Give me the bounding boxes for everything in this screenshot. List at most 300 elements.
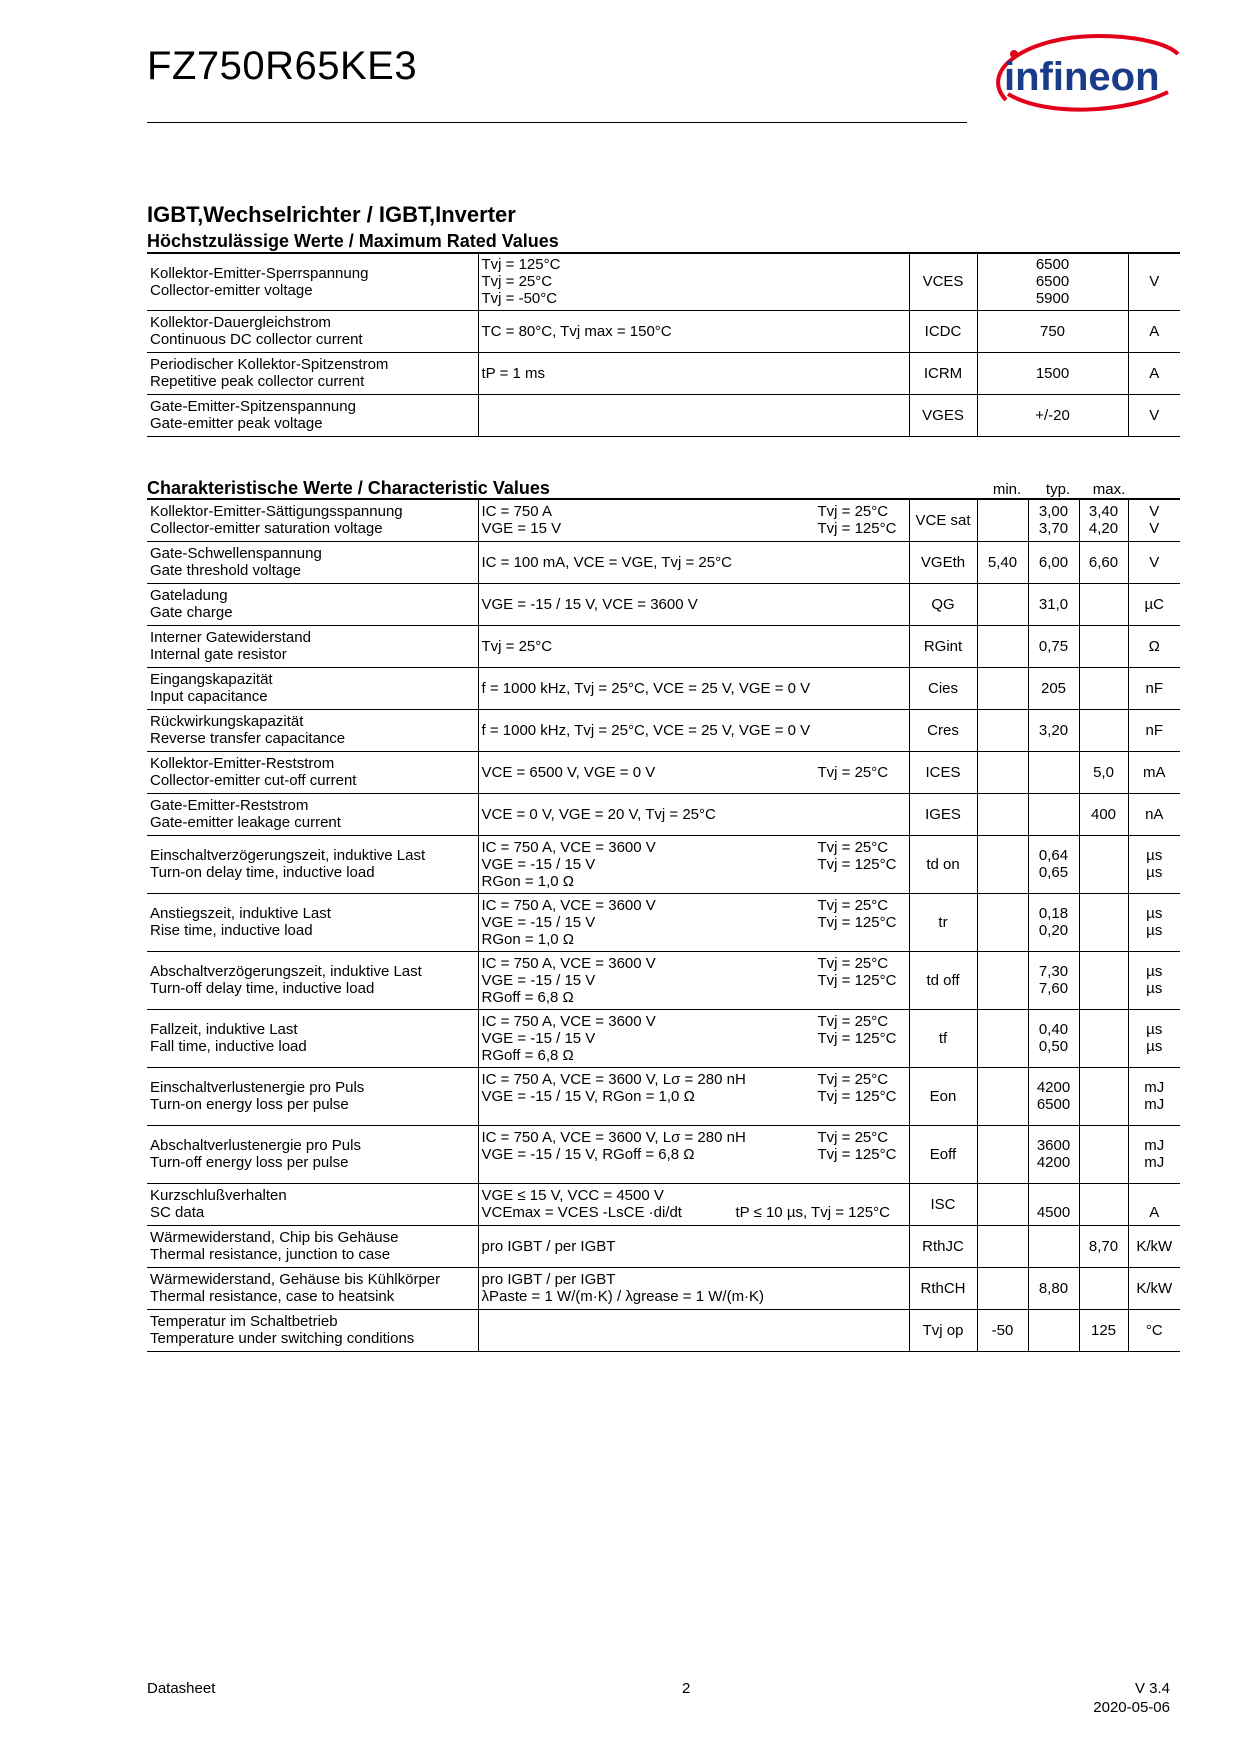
condition-line bbox=[482, 596, 906, 613]
typ-text: 4200 bbox=[1036, 1079, 1071, 1096]
condition-line bbox=[482, 856, 906, 873]
parameter-en: Collector-emitter cut-off current bbox=[150, 772, 357, 789]
unit-text: V bbox=[1149, 273, 1160, 291]
unit-cell bbox=[1128, 352, 1180, 394]
symbol-text: Cies bbox=[927, 679, 958, 697]
symbol-cell bbox=[909, 1009, 977, 1067]
condition-line bbox=[482, 914, 906, 931]
condition-cell bbox=[478, 583, 909, 625]
max-text bbox=[1083, 596, 1125, 613]
condition-text: VGE = -15 / 15 V, RGon = 1,0 Ω bbox=[481, 1087, 695, 1105]
parameter-cell bbox=[147, 1183, 478, 1225]
condition-temp: Tvj = 25°C bbox=[817, 1128, 889, 1146]
typ-cell bbox=[1028, 625, 1079, 667]
unit-text: nF bbox=[1145, 721, 1163, 739]
symbol-text: IGES bbox=[925, 805, 961, 823]
min-cell bbox=[977, 793, 1028, 835]
unit-text: A bbox=[1149, 322, 1160, 340]
max-text bbox=[1083, 1088, 1125, 1105]
characteristic-row bbox=[147, 709, 1180, 751]
unit-text bbox=[1132, 1187, 1178, 1204]
typ-text: 0,75 bbox=[1038, 637, 1069, 655]
condition-line bbox=[482, 1088, 906, 1105]
unit-cell bbox=[1128, 541, 1180, 583]
condition-text: VGE = 15 V bbox=[481, 520, 562, 538]
condition-text: IC = 750 A bbox=[481, 503, 552, 521]
max-cell bbox=[1079, 499, 1128, 541]
max-text: 125 bbox=[1090, 1321, 1117, 1339]
parameter-en: Thermal resistance, junction to case bbox=[150, 1246, 391, 1263]
parameter-de: Interner Gatewiderstand bbox=[150, 629, 311, 646]
symbol-text: RthJC bbox=[922, 1237, 964, 1255]
min-cell bbox=[977, 951, 1028, 1009]
max-text bbox=[1083, 1196, 1125, 1213]
symbol-cell bbox=[909, 893, 977, 951]
typ-text: 31,0 bbox=[1038, 595, 1069, 613]
condition-line bbox=[482, 1238, 906, 1255]
symbol-cell bbox=[909, 625, 977, 667]
parameter-en: Fall time, inductive load bbox=[150, 1038, 307, 1055]
unit-text: µs bbox=[1146, 1021, 1163, 1038]
logo-text: infineon bbox=[1004, 55, 1160, 99]
parameter-cell bbox=[147, 352, 478, 394]
symbol-text: td on bbox=[926, 855, 960, 873]
condition-temp: Tvj = 25°C bbox=[817, 896, 889, 914]
unit-cell bbox=[1128, 499, 1180, 541]
min-text bbox=[1000, 972, 1004, 989]
symbol-cell bbox=[909, 1067, 977, 1125]
condition-cell bbox=[478, 1225, 909, 1267]
symbol-text: RthCH bbox=[920, 1279, 966, 1297]
unit-cell bbox=[1128, 709, 1180, 751]
col-typ-header: typ. bbox=[1045, 481, 1071, 498]
parameter-de: Anstiegszeit, induktive Last bbox=[150, 905, 331, 922]
unit-cell bbox=[1128, 583, 1180, 625]
condition-cell bbox=[478, 352, 909, 394]
parameter-cell bbox=[147, 1309, 478, 1351]
condition-text: TC = 80°C, Tvj max = 150°C bbox=[481, 322, 672, 340]
parameter-en: Repetitive peak collector current bbox=[150, 373, 365, 390]
condition-cell bbox=[478, 541, 909, 583]
unit-cell bbox=[1128, 253, 1180, 310]
characteristic-row bbox=[147, 583, 1180, 625]
condition-line bbox=[482, 1187, 906, 1204]
typ-text: 3,70 bbox=[1038, 520, 1069, 538]
characteristic-row bbox=[147, 835, 1180, 893]
condition-line bbox=[482, 931, 906, 948]
max-cell bbox=[1079, 951, 1128, 1009]
parameter-en: Input capacitance bbox=[150, 688, 268, 705]
characteristic-row bbox=[147, 893, 1180, 951]
max-text: 5,0 bbox=[1093, 763, 1114, 781]
infineon-logo bbox=[988, 30, 1184, 112]
symbol-text: Tvj op bbox=[922, 1321, 964, 1339]
max-cell bbox=[1079, 541, 1128, 583]
min-text bbox=[1000, 764, 1004, 781]
max-text bbox=[1083, 1030, 1125, 1047]
typ-text: 0,20 bbox=[1038, 922, 1069, 939]
parameter-en: Internal gate resistor bbox=[150, 646, 287, 663]
unit-text: Ω bbox=[1148, 637, 1160, 655]
characteristic-row bbox=[147, 793, 1180, 835]
unit-text: K/kW bbox=[1136, 1279, 1173, 1297]
value-cell bbox=[977, 352, 1128, 394]
characteristic-row bbox=[147, 541, 1180, 583]
part-number: FZ750R65KE3 bbox=[147, 44, 418, 88]
min-cell bbox=[977, 1225, 1028, 1267]
condition-temp bbox=[818, 1047, 906, 1064]
characteristic-row bbox=[147, 751, 1180, 793]
typ-text bbox=[1032, 1322, 1076, 1339]
value-text: 6500 bbox=[1035, 273, 1070, 291]
unit-cell bbox=[1128, 835, 1180, 893]
parameter-en: Collector-emitter voltage bbox=[150, 281, 313, 299]
unit-cell bbox=[1128, 1225, 1180, 1267]
unit-text: µs bbox=[1146, 980, 1163, 997]
typ-cell bbox=[1028, 1009, 1079, 1067]
condition-line bbox=[482, 897, 906, 914]
unit-cell bbox=[1128, 625, 1180, 667]
min-text: -50 bbox=[991, 1321, 1014, 1339]
typ-cell bbox=[1028, 793, 1079, 835]
value-cell bbox=[977, 394, 1128, 436]
footer-version: V 3.4 bbox=[1134, 1680, 1170, 1697]
condition-line bbox=[482, 638, 906, 655]
characteristic-row bbox=[147, 1267, 1180, 1309]
condition-line bbox=[482, 989, 906, 1006]
typ-text: 205 bbox=[1040, 679, 1067, 697]
parameter-cell bbox=[147, 951, 478, 1009]
unit-text: V bbox=[1149, 553, 1160, 571]
condition-cell bbox=[478, 310, 909, 352]
condition-cell bbox=[478, 394, 909, 436]
unit-cell bbox=[1128, 893, 1180, 951]
symbol-text: VGEth bbox=[920, 553, 966, 571]
condition-cell bbox=[478, 1009, 909, 1067]
condition-cell bbox=[478, 253, 909, 310]
col-max-header: max. bbox=[1092, 481, 1126, 498]
condition-line bbox=[482, 1146, 906, 1163]
condition-line bbox=[482, 1288, 906, 1305]
condition-text: RGoff = 6,8 Ω bbox=[481, 988, 574, 1006]
unit-text: A bbox=[1149, 1204, 1160, 1221]
parameter-de: Gateladung bbox=[150, 587, 228, 604]
parameter-de: Kollektor-Emitter-Sperrspannung bbox=[150, 264, 369, 282]
typ-text: 3,20 bbox=[1038, 721, 1069, 739]
characteristic-row bbox=[147, 667, 1180, 709]
parameter-de: Wärmewiderstand, Chip bis Gehäuse bbox=[150, 1229, 399, 1246]
parameter-cell bbox=[147, 583, 478, 625]
max-rated-row bbox=[147, 253, 1180, 310]
parameter-en: Gate threshold voltage bbox=[150, 562, 301, 579]
condition-text bbox=[482, 407, 906, 424]
condition-cell bbox=[478, 1125, 909, 1183]
condition-temp bbox=[818, 1187, 906, 1204]
max-text bbox=[1083, 638, 1125, 655]
condition-text: VGE = -15 / 15 V, VCE = 3600 V bbox=[481, 595, 698, 613]
min-text bbox=[1000, 1088, 1004, 1105]
condition-text: VGE = -15 / 15 V bbox=[481, 971, 596, 989]
typ-cell bbox=[1028, 951, 1079, 1009]
condition-text: f = 1000 kHz, Tvj = 25°C, VCE = 25 V, VGE = 0 V bbox=[481, 679, 811, 697]
max-text bbox=[1083, 1146, 1125, 1163]
typ-text: 0,50 bbox=[1038, 1038, 1069, 1055]
symbol-text: RGint bbox=[923, 637, 963, 655]
parameter-cell bbox=[147, 667, 478, 709]
min-text bbox=[1000, 1030, 1004, 1047]
condition-text: VCE = 6500 V, VGE = 0 V bbox=[481, 763, 656, 781]
max-rated-table bbox=[147, 252, 1180, 437]
symbol-text: ICES bbox=[925, 763, 961, 781]
symbol-text: tr bbox=[938, 913, 948, 931]
condition-temp: Tvj = 125°C bbox=[817, 1087, 897, 1105]
parameter-en: Gate-emitter leakage current bbox=[150, 814, 341, 831]
max-cell bbox=[1079, 1125, 1128, 1183]
symbol-cell bbox=[909, 835, 977, 893]
typ-cell bbox=[1028, 1183, 1079, 1225]
max-text bbox=[1083, 722, 1125, 739]
min-text bbox=[1000, 914, 1004, 931]
symbol-cell bbox=[909, 352, 977, 394]
max-cell bbox=[1079, 625, 1128, 667]
typ-text: 0,18 bbox=[1038, 905, 1069, 922]
symbol-text: VCES bbox=[922, 273, 964, 291]
parameter-cell bbox=[147, 709, 478, 751]
unit-cell bbox=[1128, 1009, 1180, 1067]
condition-line bbox=[482, 1105, 906, 1122]
symbol-cell bbox=[909, 1309, 977, 1351]
condition-text: IC = 100 mA, VCE = VGE, Tvj = 25°C bbox=[481, 553, 732, 571]
min-text bbox=[1000, 1280, 1004, 1297]
symbol-cell bbox=[909, 541, 977, 583]
typ-cell bbox=[1028, 1067, 1079, 1125]
parameter-cell bbox=[147, 394, 478, 436]
condition-text: tP = 1 ms bbox=[481, 364, 546, 382]
symbol-cell bbox=[909, 499, 977, 541]
condition-temp bbox=[818, 989, 906, 1006]
max-cell bbox=[1079, 751, 1128, 793]
max-cell bbox=[1079, 1309, 1128, 1351]
condition-temp: Tvj = 125°C bbox=[817, 971, 897, 989]
typ-text: 8,80 bbox=[1038, 1279, 1069, 1297]
min-text bbox=[1000, 512, 1004, 529]
max-cell bbox=[1079, 583, 1128, 625]
parameter-de: Gate-Emitter-Spitzenspannung bbox=[150, 398, 356, 415]
condition-temp: Tvj = 25°C bbox=[817, 1070, 889, 1088]
max-text bbox=[1083, 1280, 1125, 1297]
parameter-cell bbox=[147, 310, 478, 352]
parameter-en: Thermal resistance, case to heatsink bbox=[150, 1288, 395, 1305]
condition-temp: Tvj = 125°C bbox=[817, 913, 897, 931]
condition-line bbox=[482, 722, 906, 739]
condition-temp: Tvj = 25°C bbox=[817, 1012, 889, 1030]
max-rated-row bbox=[147, 310, 1180, 352]
min-cell bbox=[977, 1267, 1028, 1309]
min-cell bbox=[977, 1183, 1028, 1225]
typ-cell bbox=[1028, 835, 1079, 893]
condition-line bbox=[482, 972, 906, 989]
max-text bbox=[1083, 856, 1125, 873]
condition-text: λPaste = 1 W/(m·K) / λgrease = 1 W/(m·K) bbox=[481, 1288, 765, 1305]
symbol-cell bbox=[909, 583, 977, 625]
symbol-text: QG bbox=[931, 595, 955, 613]
parameter-en: Reverse transfer capacitance bbox=[150, 730, 346, 747]
condition-temp: Tvj = 125°C bbox=[817, 520, 897, 538]
condition-text: RGon = 1,0 Ω bbox=[481, 872, 575, 890]
condition-cell bbox=[478, 1183, 909, 1225]
max-cell bbox=[1079, 893, 1128, 951]
value-text: +/-20 bbox=[1035, 406, 1070, 424]
max-text: 4,20 bbox=[1088, 520, 1119, 538]
condition-text bbox=[482, 1163, 818, 1180]
condition-text: Tvj = 25°C bbox=[481, 637, 553, 655]
condition-cell bbox=[478, 793, 909, 835]
parameter-de: Einschaltverzögerungszeit, induktive Last bbox=[150, 847, 426, 864]
condition-cell bbox=[478, 951, 909, 1009]
condition-text: IC = 750 A, VCE = 3600 V bbox=[481, 954, 656, 972]
parameter-en: Gate charge bbox=[150, 604, 233, 621]
condition-text: pro IGBT / per IGBT bbox=[481, 1237, 616, 1255]
min-cell bbox=[977, 625, 1028, 667]
unit-cell bbox=[1128, 1309, 1180, 1351]
parameter-en: SC data bbox=[150, 1204, 205, 1221]
unit-text: µC bbox=[1144, 595, 1164, 613]
condition-line bbox=[482, 1322, 906, 1339]
min-text bbox=[1000, 806, 1004, 823]
parameter-de: Kollektor-Emitter-Sättigungsspannung bbox=[150, 503, 403, 521]
max-cell bbox=[1079, 1067, 1128, 1125]
unit-text: µs bbox=[1146, 963, 1163, 980]
parameter-de: Periodischer Kollektor-Spitzenstrom bbox=[150, 356, 389, 373]
parameter-cell bbox=[147, 751, 478, 793]
unit-text: µs bbox=[1146, 905, 1163, 922]
max-cell bbox=[1079, 709, 1128, 751]
unit-cell bbox=[1128, 667, 1180, 709]
typ-text bbox=[1032, 806, 1076, 823]
parameter-de: Eingangskapazität bbox=[150, 671, 273, 688]
typ-text: 0,64 bbox=[1038, 847, 1069, 864]
typ-text: 6,00 bbox=[1038, 553, 1069, 571]
max-cell bbox=[1079, 1183, 1128, 1225]
condition-text: IC = 750 A, VCE = 3600 V, Lσ = 280 nH bbox=[481, 1128, 746, 1146]
condition-cell bbox=[478, 835, 909, 893]
typ-cell bbox=[1028, 1125, 1079, 1183]
parameter-cell bbox=[147, 835, 478, 893]
unit-text: mJ bbox=[1144, 1154, 1165, 1171]
min-cell bbox=[977, 1009, 1028, 1067]
max-text: 8,70 bbox=[1088, 1237, 1119, 1255]
typ-text bbox=[1032, 1238, 1076, 1255]
condition-temp bbox=[818, 1163, 906, 1180]
min-cell bbox=[977, 893, 1028, 951]
condition-cell bbox=[478, 499, 909, 541]
condition-cell bbox=[478, 1309, 909, 1351]
footer-page-number: 2 bbox=[682, 1680, 691, 1697]
condition-temp bbox=[818, 931, 906, 948]
max-cell bbox=[1079, 667, 1128, 709]
value-cell bbox=[977, 253, 1128, 310]
parameter-cell bbox=[147, 1125, 478, 1183]
characteristic-row bbox=[147, 625, 1180, 667]
symbol-cell bbox=[909, 709, 977, 751]
condition-line bbox=[482, 1030, 906, 1047]
value-text: 750 bbox=[1039, 322, 1066, 340]
symbol-text: Eoff bbox=[929, 1145, 957, 1163]
parameter-cell bbox=[147, 625, 478, 667]
symbol-cell bbox=[909, 793, 977, 835]
condition-text: VCE = 0 V, VGE = 20 V, Tvj = 25°C bbox=[481, 805, 716, 823]
min-cell bbox=[977, 1309, 1028, 1351]
symbol-cell bbox=[909, 1183, 977, 1225]
symbol-text: VGES bbox=[922, 406, 964, 424]
value-text: 5900 bbox=[1035, 290, 1070, 308]
min-text bbox=[1000, 1196, 1004, 1213]
characteristic-row bbox=[147, 1067, 1180, 1125]
symbol-text: td off bbox=[926, 971, 960, 989]
min-cell bbox=[977, 835, 1028, 893]
characteristic-row bbox=[147, 951, 1180, 1009]
condition-line bbox=[482, 680, 906, 697]
header-rule bbox=[147, 122, 967, 123]
unit-cell bbox=[1128, 394, 1180, 436]
condition-cell bbox=[478, 893, 909, 951]
parameter-en: Turn-on delay time, inductive load bbox=[150, 864, 375, 881]
condition-line bbox=[482, 955, 906, 972]
condition-text: VGE = -15 / 15 V bbox=[481, 1029, 596, 1047]
unit-text: mJ bbox=[1144, 1137, 1165, 1154]
unit-text: mJ bbox=[1144, 1096, 1165, 1113]
unit-text: K/kW bbox=[1136, 1237, 1173, 1255]
typ-cell bbox=[1028, 1309, 1079, 1351]
parameter-de: Rückwirkungskapazität bbox=[150, 713, 304, 730]
condition-text: f = 1000 kHz, Tvj = 25°C, VCE = 25 V, VGE = 0 V bbox=[481, 721, 811, 739]
unit-text: V bbox=[1149, 520, 1160, 538]
condition-text: Tvj = 25°C bbox=[481, 273, 553, 291]
unit-text: µs bbox=[1146, 847, 1163, 864]
typ-text: 4200 bbox=[1036, 1154, 1071, 1171]
typ-text: 0,40 bbox=[1038, 1021, 1069, 1038]
condition-text: VGE = -15 / 15 V, RGoff = 6,8 Ω bbox=[481, 1145, 695, 1163]
characteristic-title: Charakteristische Werte / Characteristic Values bbox=[147, 478, 550, 498]
unit-cell bbox=[1128, 793, 1180, 835]
max-rated-row bbox=[147, 394, 1180, 436]
condition-text: VGE ≤ 15 V, VCC = 4500 V bbox=[481, 1187, 664, 1204]
condition-line bbox=[482, 839, 906, 856]
unit-cell bbox=[1128, 1067, 1180, 1125]
min-text bbox=[1000, 596, 1004, 613]
typ-text: 7,60 bbox=[1038, 980, 1069, 997]
parameter-de: Kurzschlußverhalten bbox=[150, 1187, 287, 1204]
parameter-en: Temperature under switching conditions bbox=[150, 1330, 415, 1347]
symbol-cell bbox=[909, 667, 977, 709]
condition-line bbox=[482, 1163, 906, 1180]
condition-temp: Tvj = 125°C bbox=[817, 1145, 897, 1163]
typ-cell bbox=[1028, 541, 1079, 583]
typ-cell bbox=[1028, 751, 1079, 793]
condition-text: Tvj = 125°C bbox=[481, 256, 561, 274]
condition-text: IC = 750 A, VCE = 3600 V bbox=[481, 896, 656, 914]
characteristic-row bbox=[147, 1225, 1180, 1267]
parameter-de: Einschaltverlustenergie pro Puls bbox=[150, 1079, 365, 1096]
condition-line bbox=[482, 1271, 906, 1288]
min-text bbox=[1000, 856, 1004, 873]
condition-text bbox=[482, 1105, 818, 1122]
condition-cell bbox=[478, 625, 909, 667]
parameter-de: Gate-Schwellenspannung bbox=[150, 545, 322, 562]
parameter-de: Abschaltverzögerungszeit, induktive Last bbox=[150, 963, 422, 980]
symbol-text: VCE sat bbox=[915, 511, 971, 529]
min-cell bbox=[977, 541, 1028, 583]
